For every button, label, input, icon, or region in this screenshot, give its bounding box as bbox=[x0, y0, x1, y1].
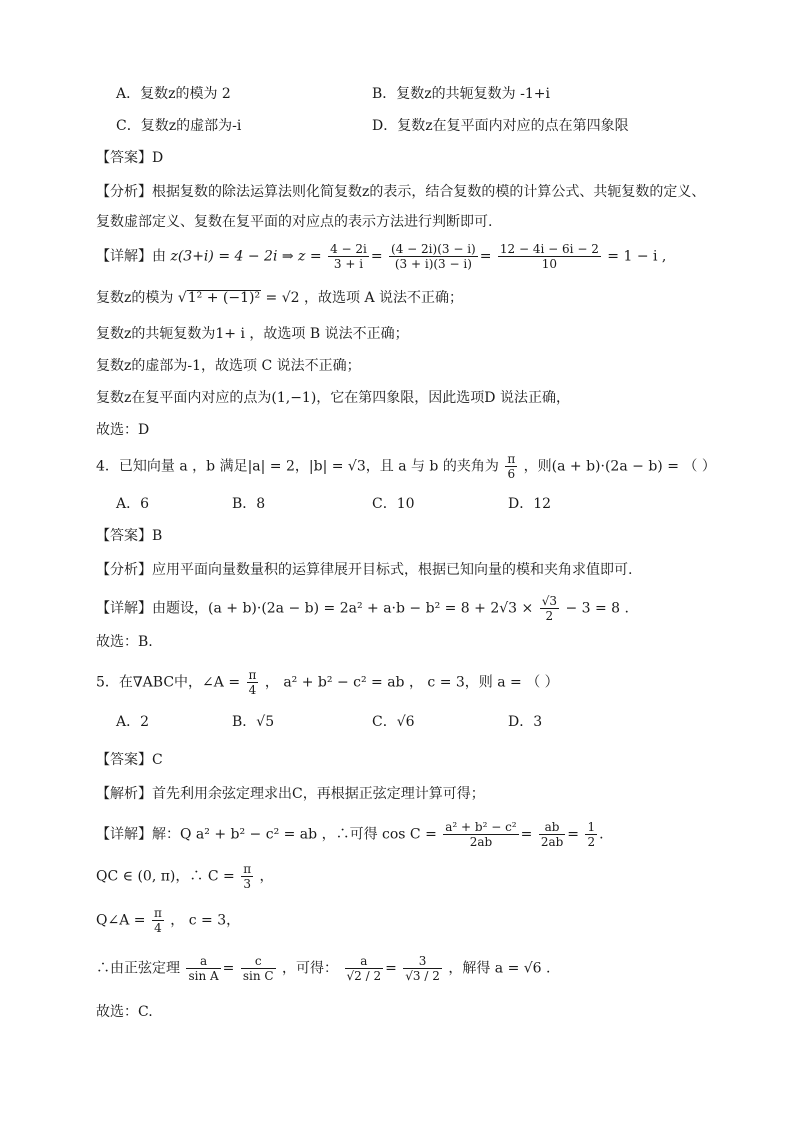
denominator: 3 bbox=[243, 877, 251, 891]
equation-start: z(3+i) = 4 − 2i ⇒ z = bbox=[170, 248, 322, 265]
q5-angle-a-line bbox=[96, 906, 240, 935]
numerator: ab bbox=[539, 820, 565, 835]
denominator: 2ab bbox=[540, 835, 564, 849]
q4-choose: 故选：B. bbox=[96, 634, 153, 650]
q3-answer: 【答案】D bbox=[96, 150, 164, 166]
text: ，可得： bbox=[282, 960, 339, 977]
numerator: a bbox=[186, 954, 220, 969]
q3-option-d: D．复数z在复平面内对应的点在第四象限 bbox=[372, 118, 629, 134]
text: ， c = 3， bbox=[170, 912, 241, 929]
q4-option-a: A．6 bbox=[116, 496, 150, 512]
q4-option-c: C．10 bbox=[372, 496, 415, 512]
fraction bbox=[247, 668, 259, 697]
denominator: sin C bbox=[242, 969, 274, 983]
detail-label: 【详解】由 bbox=[96, 248, 166, 265]
q5-option-a: A．2 bbox=[116, 714, 150, 730]
numerator: π bbox=[153, 906, 162, 920]
q4-option-d: D．12 bbox=[508, 496, 552, 512]
text: = √2 ，故选项 A 说法不正确； bbox=[265, 290, 464, 306]
fraction bbox=[241, 954, 276, 983]
fraction bbox=[585, 820, 597, 849]
denominator: (3 + i)(3 − i) bbox=[394, 257, 472, 271]
q5-option-b: B．√5 bbox=[232, 714, 275, 730]
q4-analysis: 【分析】应用平面向量数量积的运算律展开目标式，根据已知向量的模和夹角求值即可. bbox=[96, 562, 633, 578]
q5-stem bbox=[96, 668, 559, 697]
denominator: 2 bbox=[587, 835, 596, 849]
q5-analysis: 【解析】首先利用余弦定理求出C，再根据正弦定理计算可得； bbox=[96, 786, 485, 802]
denominator: sin A bbox=[188, 969, 219, 983]
denominator: 3 + i bbox=[333, 257, 364, 271]
numerator: π bbox=[507, 452, 516, 466]
equation-result: = 1 − i , bbox=[607, 248, 667, 265]
fraction bbox=[152, 906, 164, 935]
denominator: 2ab bbox=[469, 835, 493, 849]
denominator: 6 bbox=[507, 467, 516, 481]
denominator: 4 bbox=[154, 921, 162, 935]
q3-option-a: A．复数z的模为 2 bbox=[116, 86, 231, 102]
q3-analysis-line1: 【分析】根据复数的除法运算法则化简复数z的表示，结合复数的模的计算公式、共轭复数的定义、 bbox=[96, 184, 706, 200]
numerator: (4 − 2i)(3 − i) bbox=[391, 242, 476, 256]
q5-answer: 【答案】C bbox=[96, 752, 163, 768]
q3-conjugate-line: 复数z的共轭复数为1+ i ，故选项 B 说法不正确； bbox=[96, 326, 409, 342]
text: 4．已知向量 a ，b 满足|a| = 2，|b| = √3，且 a 与 b 的夹角为 bbox=[96, 458, 499, 475]
text: 复数z的模为 bbox=[96, 290, 174, 306]
text: ∴由正弦定理 bbox=[96, 960, 180, 977]
denominator: 10 bbox=[541, 257, 558, 271]
q3-analysis-line2: 复数虚部定义、复数在复平面的对应点的表示方法进行判断即可. bbox=[96, 214, 493, 230]
q4-option-b: B．8 bbox=[232, 496, 266, 512]
q5-option-c: C．√6 bbox=[372, 714, 415, 730]
fraction bbox=[498, 242, 601, 271]
fraction bbox=[241, 862, 253, 891]
numerator: 4 − 2i bbox=[330, 242, 367, 256]
denominator: √2 / 2 bbox=[346, 969, 382, 983]
denominator: 4 bbox=[248, 683, 257, 697]
q4-stem bbox=[96, 452, 716, 481]
text: ， bbox=[259, 868, 274, 885]
q3-point-line: 复数z在复平面内对应的点为(1,−1)，它在第四象限，因此选项D 说法正确， bbox=[96, 390, 570, 406]
text: Q∠A = bbox=[96, 912, 146, 929]
q3-modulus-line: 复数z的模为 √1² + (−1)² = √2 ，故选项 A 说法不正确； bbox=[96, 290, 464, 306]
q5-choose: 故选：C. bbox=[96, 1004, 153, 1020]
numerator: a bbox=[345, 954, 384, 969]
fraction bbox=[539, 820, 565, 849]
q3-detail-equation: 【详解】由 z(3+i) = 4 − 2i ⇒ z = $\frac{4 - 2i}{3 + i}$ = $\frac{(4 - 2i)(3 - i)}{(3 + i)(3 - i)}$ = $\frac{12 - 4i - 6i - 2}{10}$ = 1 − i , bbox=[96, 242, 667, 271]
q5-option-d: D．3 bbox=[508, 714, 543, 730]
sqrt-radicand: 1² + (−1)² bbox=[187, 290, 261, 306]
text: − 3 = 8 . bbox=[565, 600, 629, 617]
denominator: 2 bbox=[545, 609, 554, 623]
text: ，解得 a = √6 . bbox=[448, 960, 551, 977]
q5-sine-law-line: ∴由正弦定理 $\frac{a}{\text{sin A}}$ = $\frac{c}{\text{sin C}}$ ，可得： $\frac{a}{√2 / 2}$ = $\frac{3}{√3 / 2}$ ，解得 a = √6 . bbox=[96, 954, 551, 983]
denominator: √3 / 2 bbox=[405, 969, 440, 983]
numerator: 1 bbox=[587, 820, 596, 834]
q3-choose: 故选：D bbox=[96, 422, 150, 438]
q3-option-b: B．复数z的共轭复数为 -1+i bbox=[372, 86, 550, 102]
q5-detail-cosine: 【详解】解：Q a² + b² − c² = ab ，∴可得 cos C = $\frac{\text{a² + b² − c²}}{2ab}$ = $\frac{ab}{2ab}$ = $\frac{1}{2}$ . bbox=[96, 820, 604, 849]
numerator: a² + b² − c² bbox=[445, 820, 517, 834]
text: 【详解】解：Q a² + b² − c² = ab ，∴可得 cos C = bbox=[96, 826, 437, 843]
q5-angle-c-line bbox=[96, 862, 274, 891]
fraction bbox=[443, 820, 518, 849]
text: 5．在∇ABC中，∠A = bbox=[96, 674, 241, 691]
fraction bbox=[540, 594, 559, 623]
q4-detail bbox=[96, 594, 629, 623]
q4-answer: 【答案】B bbox=[96, 528, 163, 544]
fraction bbox=[389, 242, 478, 271]
numerator: 12 − 4i − 6i − 2 bbox=[499, 242, 599, 256]
text: ， a² + b² − c² = ab ， c = 3，则 a = （ ） bbox=[264, 674, 559, 691]
numerator: √3 bbox=[541, 594, 557, 608]
fraction bbox=[505, 452, 517, 481]
text: QC ∈ (0, π)，∴ C = bbox=[96, 868, 235, 885]
numerator: π bbox=[243, 862, 252, 876]
numerator: 3 bbox=[403, 954, 442, 969]
numerator: π bbox=[248, 668, 257, 682]
numerator: c bbox=[241, 954, 276, 969]
fraction bbox=[186, 954, 220, 983]
fraction bbox=[345, 954, 384, 983]
text: ，则(a + b)·(2a − b) = （ ） bbox=[523, 458, 716, 475]
text: 【详解】由题设，(a + b)·(2a − b) = 2a² + a·b − b² = 8 + 2√3 × bbox=[96, 600, 534, 617]
q3-option-c: C．复数z的虚部为-i bbox=[116, 118, 242, 134]
q3-imaginary-line: 复数z的虚部为-1，故选项 C 说法不正确； bbox=[96, 358, 361, 374]
fraction bbox=[328, 242, 369, 271]
fraction bbox=[403, 954, 442, 983]
